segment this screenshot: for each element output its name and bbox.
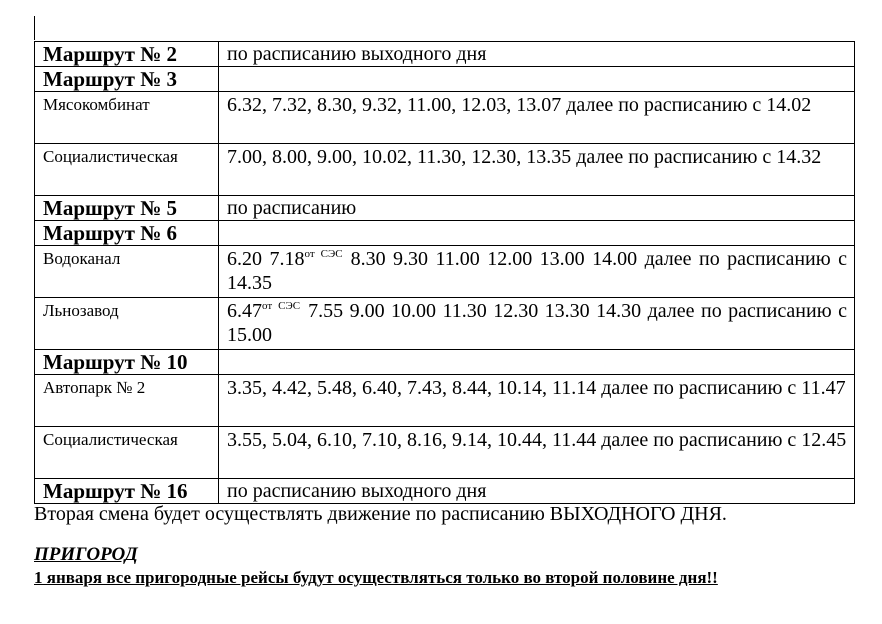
stop-label: Мясокомбинат	[35, 92, 219, 144]
table-row	[35, 67, 855, 92]
table-row	[35, 375, 855, 427]
stop-times: 6.32, 7.32, 8.30, 9.32, 11.00, 12.03, 13.07 далее по расписанию с 14.02	[219, 92, 855, 144]
stop-times	[219, 298, 855, 350]
stop-label: Автопарк № 2	[35, 375, 219, 427]
route-times: по расписанию выходного дня	[219, 42, 855, 67]
times-part: 7.55 9.00 10.00 11.30 12.30 13.30 14.30 далее по расписанию с 15.00	[227, 300, 847, 346]
route-times	[219, 221, 855, 246]
route-times	[219, 350, 855, 375]
suburban-title: ПРИГОРОД	[34, 544, 138, 565]
sup-from: от	[304, 248, 315, 260]
table-row	[35, 298, 855, 350]
sup-from: от	[262, 300, 273, 312]
route-label: Маршрут № 2	[35, 42, 219, 67]
table-row	[35, 92, 855, 144]
stop-label: Социалистическая	[35, 144, 219, 196]
table-row	[35, 350, 855, 375]
stop-label: Льнозавод	[35, 298, 219, 350]
route-times: по расписанию выходного дня	[219, 479, 855, 504]
times-part: 6.47	[227, 300, 262, 322]
table-row	[35, 144, 855, 196]
schedule-table	[34, 41, 855, 504]
table-row	[35, 246, 855, 298]
table-row	[35, 427, 855, 479]
stop-times: 3.35, 4.42, 5.48, 6.40, 7.43, 8.44, 10.14, 11.14 далее по расписанию с 11.47	[219, 375, 855, 427]
second-shift-note: Вторая смена будет осуществлять движение по расписанию ВЫХОДНОГО ДНЯ.	[34, 503, 727, 525]
route-label: Маршрут № 10	[35, 350, 219, 375]
route-times: по расписанию	[219, 196, 855, 221]
sup-ses: СЭС	[278, 300, 301, 312]
stop-label: Социалистическая	[35, 427, 219, 479]
sup-ses: СЭС	[320, 248, 343, 260]
table-row	[35, 196, 855, 221]
route-label: Маршрут № 16	[35, 479, 219, 504]
text-cursor	[34, 16, 35, 40]
table-row	[35, 221, 855, 246]
stop-times: 7.00, 8.00, 9.00, 10.02, 11.30, 12.30, 13.35 далее по расписанию с 14.32	[219, 144, 855, 196]
route-label: Маршрут № 5	[35, 196, 219, 221]
times-part: 6.20 7.18	[227, 248, 305, 270]
stop-label: Водоканал	[35, 246, 219, 298]
table-row	[35, 42, 855, 67]
stop-times	[219, 246, 855, 298]
table-row	[35, 479, 855, 504]
route-label: Маршрут № 3	[35, 67, 219, 92]
route-times	[219, 67, 855, 92]
suburban-note: 1 января все пригородные рейсы будут осуществляться только во второй половине дня!!	[34, 568, 718, 587]
times-part: 8.30 9.30 11.00 12.00 13.00 14.00 далее по расписанию с 14.35	[227, 248, 848, 294]
stop-times: 3.55, 5.04, 6.10, 7.10, 8.16, 9.14, 10.44, 11.44 далее по расписанию с 12.45	[219, 427, 855, 479]
route-label: Маршрут № 6	[35, 221, 219, 246]
